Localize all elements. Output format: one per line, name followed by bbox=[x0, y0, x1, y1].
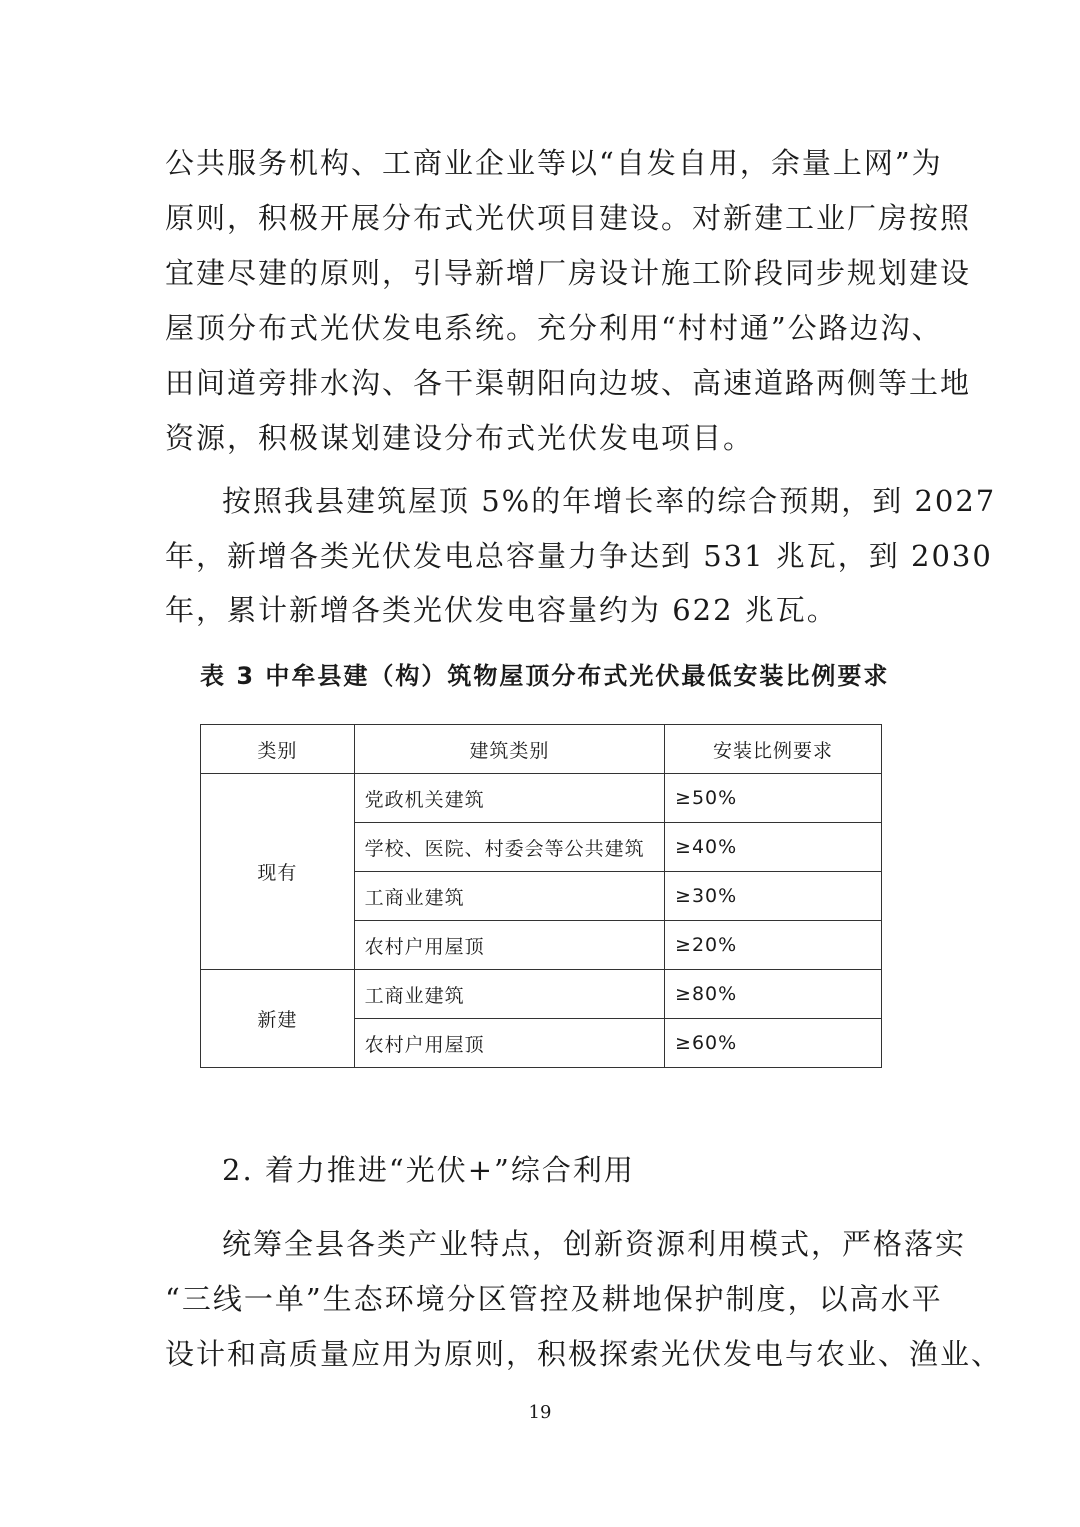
requirement-cell: ≥30% bbox=[665, 872, 882, 921]
table-row bbox=[201, 774, 882, 823]
paragraph-line: 按照我县建筑屋顶 5%的年增长率的综合预期，到 2027 bbox=[222, 484, 997, 518]
category-cell-new: 新建 bbox=[201, 970, 355, 1068]
building-cell: 农村户用屋顶 bbox=[354, 1019, 664, 1068]
paragraph-line: 设计和高质量应用为原则，积极探索光伏发电与农业、渔业、 bbox=[165, 1337, 1003, 1371]
paragraph-line: 田间道旁排水沟、各干渠朝阳向边坡、高速道路两侧等土地 bbox=[165, 366, 972, 400]
building-cell: 党政机关建筑 bbox=[354, 774, 664, 823]
requirement-cell: ≥20% bbox=[665, 921, 882, 970]
paragraph-line: 屋顶分布式光伏发电系统。充分利用“村村通”公路边沟、 bbox=[165, 311, 943, 345]
requirement-cell: ≥40% bbox=[665, 823, 882, 872]
table-caption: 表 3 中牟县建（构）筑物屋顶分布式光伏最低安装比例要求 bbox=[200, 662, 890, 690]
requirement-cell: ≥60% bbox=[665, 1019, 882, 1068]
paragraph-line: 公共服务机构、工商业企业等以“自发自用，余量上网”为 bbox=[165, 146, 943, 180]
table-header-row bbox=[201, 725, 882, 774]
paragraph-line: 原则，积极开展分布式光伏项目建设。对新建工业厂房按照 bbox=[165, 201, 972, 235]
column-header-building-type: 建筑类别 bbox=[354, 725, 664, 774]
building-cell: 工商业建筑 bbox=[354, 970, 664, 1019]
requirement-cell: ≥50% bbox=[665, 774, 882, 823]
section-heading: 2. 着力推进“光伏+”综合利用 bbox=[222, 1153, 635, 1187]
column-header-requirement: 安装比例要求 bbox=[665, 725, 882, 774]
installation-ratio-table bbox=[200, 724, 882, 1068]
paragraph-line: 资源，积极谋划建设分布式光伏发电项目。 bbox=[165, 421, 755, 455]
paragraph-line: 年，新增各类光伏发电总容量力争达到 531 兆瓦，到 2030 bbox=[165, 539, 993, 573]
paragraph-line: 年，累计新增各类光伏发电容量约为 622 兆瓦。 bbox=[165, 593, 838, 627]
paragraph-line: 统筹全县各类产业特点，创新资源利用模式，严格落实 bbox=[222, 1227, 967, 1261]
building-cell: 学校、医院、村委会等公共建筑 bbox=[354, 823, 664, 872]
table-row bbox=[201, 970, 882, 1019]
page-number: 19 bbox=[528, 1402, 552, 1423]
paragraph-line: 宜建尽建的原则，引导新增厂房设计施工阶段同步规划建设 bbox=[165, 256, 972, 290]
column-header-category: 类别 bbox=[201, 725, 355, 774]
building-cell: 农村户用屋顶 bbox=[354, 921, 664, 970]
requirement-cell: ≥80% bbox=[665, 970, 882, 1019]
paragraph-line: “三线一单”生态环境分区管控及耕地保护制度，以高水平 bbox=[165, 1282, 943, 1316]
building-cell: 工商业建筑 bbox=[354, 872, 664, 921]
category-cell-existing: 现有 bbox=[201, 774, 355, 970]
